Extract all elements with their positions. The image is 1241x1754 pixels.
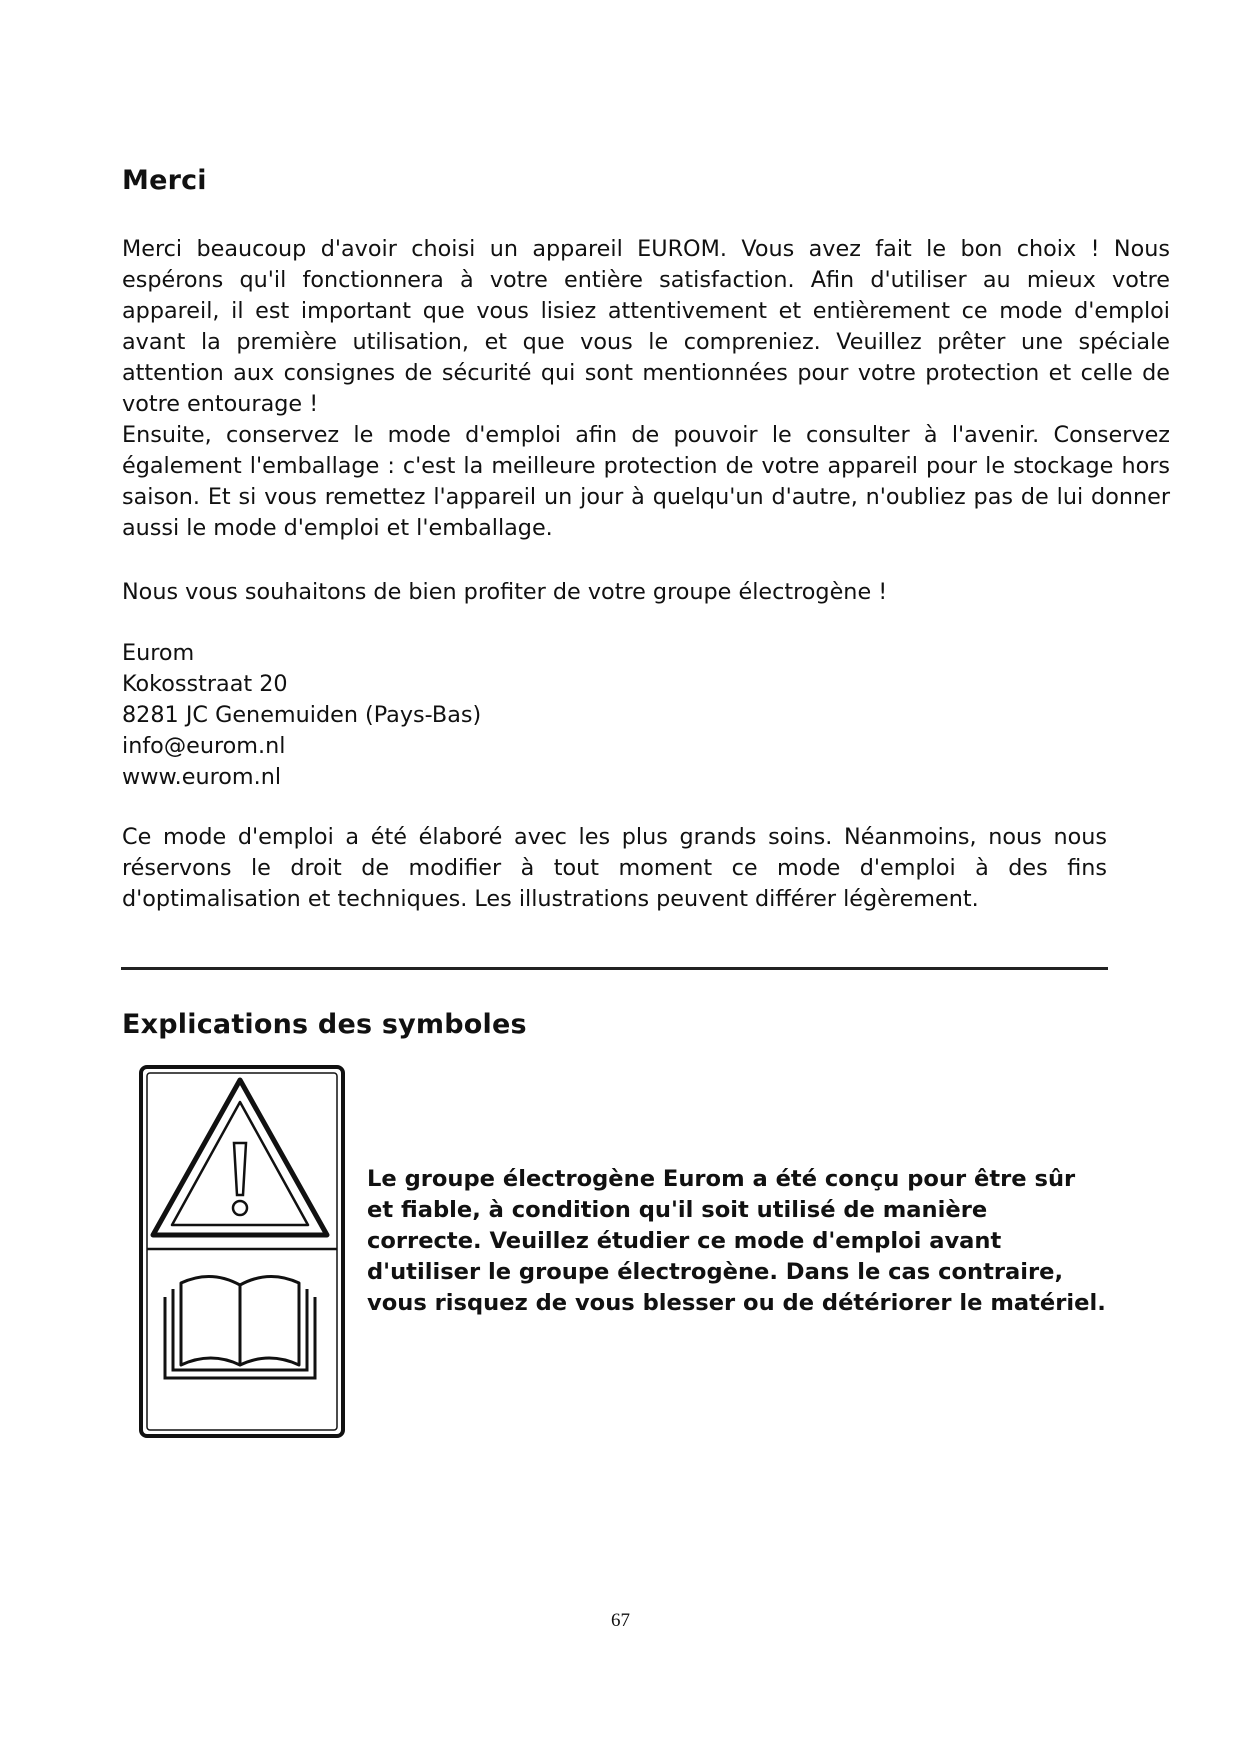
address-email: info@eurom.nl [122, 733, 286, 759]
address-city: 8281 JC Genemuiden (Pays-Bas) [122, 702, 482, 728]
wish-paragraph: Nous vous souhaitons de bien profiter de votre groupe électrogène ! [122, 579, 888, 605]
page-number: 67 [611, 1610, 630, 1631]
intro-paragraph: Merci beaucoup d'avoir choisi un appareil EUROM. Vous avez fait le bon choix ! Nous espérons qu'il fonctionnera à votre entière satisfaction. Afin d'utiliser au mieux votre appareil, il est important que vous lisiez attentivement et entièrement ce mode d'emploi avant la première utilisation, et que vous le compreniez. Veuillez prêter une spéciale attention aux consignes de sécurité qui sont mentionnées pour votre protection et celle de votre entourage ! [122, 236, 1170, 417]
address-street: Kokosstraat 20 [122, 671, 288, 697]
section-divider [121, 967, 1108, 970]
merci-heading: Merci [122, 165, 207, 196]
merci-intro-section [122, 234, 1170, 544]
address-block [122, 638, 1170, 793]
disclaimer-paragraph: Ce mode d'emploi a été élaboré avec les plus grands soins. Néanmoins, nous nous réservons le droit de modifier à tout moment ce mode d'emploi à des fins d'optimalisation et techniques. Les illustrations peuvent différer légèrement. [122, 824, 1107, 912]
open-book-icon [165, 1276, 315, 1378]
symbol-explanation-text: Le groupe électrogène Eurom a été conçu pour être sûr et fiable, à condition qu'il soit utilisé de manière correcte. Veuillez étudier ce mode d'emploi avant d'utiliser le groupe électrogène. Dans le cas contraire, vous risquez de vous blesser ou de détériorer le matériel. [367, 1166, 1106, 1316]
read-manual-symbol [139, 1065, 345, 1438]
address-website: www.eurom.nl [122, 764, 282, 790]
keep-manual-paragraph: Ensuite, conservez le mode d'emploi afin de pouvoir le consulter à l'avenir. Conservez également l'emballage : c'est la meilleure protection de votre appareil pour le stockage hors saison. Et si vous remettez l'appareil un jour à quelqu'un d'autre, n'oubliez pas de lui donner aussi le mode d'emploi et l'emballage. [122, 422, 1170, 541]
address-company: Eurom [122, 640, 195, 666]
symbols-heading: Explications des symboles [122, 1009, 527, 1040]
